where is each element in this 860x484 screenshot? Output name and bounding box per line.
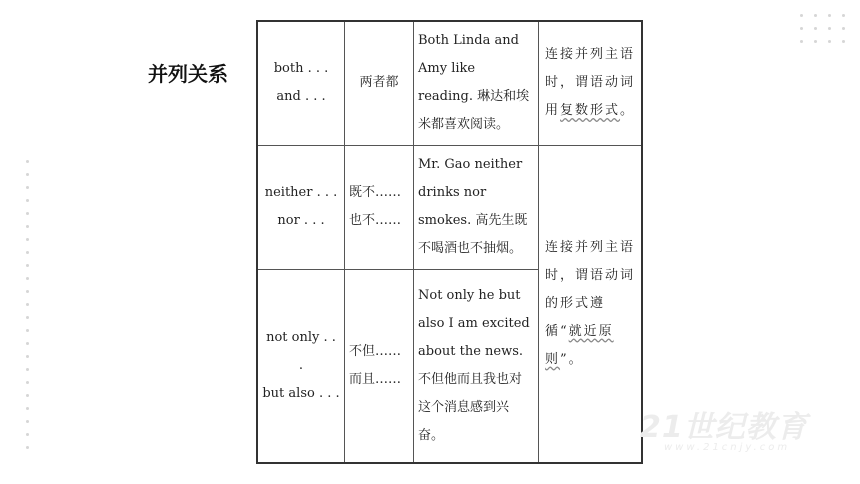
rule-emphasis: 就近原则 xyxy=(545,323,614,367)
rule-emphasis: 复数形式 xyxy=(560,103,621,119)
rule-text: 连接并列主语时，谓语动词用 xyxy=(545,47,636,119)
table-row xyxy=(257,21,642,145)
meaning-cell: 不但…… 而且…… xyxy=(345,269,414,463)
table-row xyxy=(257,145,642,269)
watermark-logo xyxy=(640,402,808,453)
watermark-sub-text: www.21cnjy.com xyxy=(664,442,791,453)
meaning-cell: 两者都 xyxy=(345,21,414,145)
structure-cell: neither . . . nor . . . xyxy=(257,145,345,269)
section-heading: 并列关系 xyxy=(148,62,228,86)
watermark-main-text: 21世纪教育 xyxy=(640,410,808,445)
rule-cell xyxy=(539,21,643,145)
rule-text-end: 。 xyxy=(620,103,636,119)
meaning-cell: 既不…… 也不…… xyxy=(345,145,414,269)
decorative-dot-column-left xyxy=(26,160,29,449)
example-cell: Both Linda and Amy like reading. 琳达和埃米都喜欢阅读。 xyxy=(414,21,539,145)
grammar-table xyxy=(256,20,643,464)
decorative-dot-grid-top-right xyxy=(800,14,846,43)
rule-text-end: ”。 xyxy=(560,351,584,367)
structure-cell: both . . . and . . . xyxy=(257,21,345,145)
example-cell: Mr. Gao neither drinks nor smokes. 高先生既不喝酒也不抽烟。 xyxy=(414,145,539,269)
structure-cell: not only . . . but also . . . xyxy=(257,269,345,463)
shared-rule-cell xyxy=(539,145,643,463)
example-cell: Not only he but also I am excited about the news. 不但他而且我也对这个消息感到兴奋。 xyxy=(414,269,539,463)
rule-text: 连接并列主语时，谓语动词的形式遵循“ xyxy=(545,239,636,339)
